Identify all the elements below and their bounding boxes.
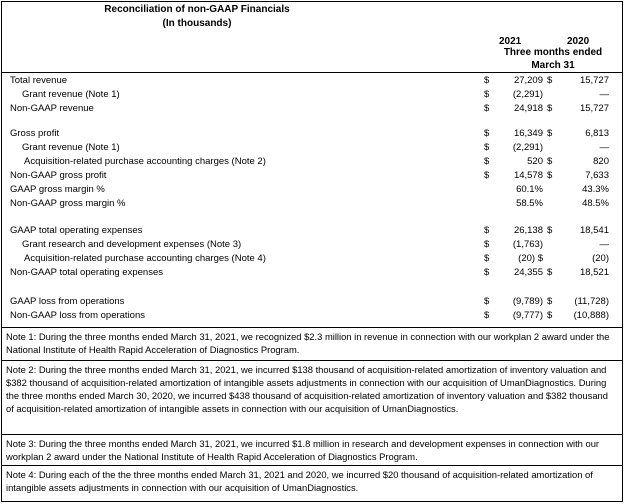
value-2020: 48.5% [582,198,609,209]
table-row [2,141,622,155]
report-title: Reconciliation of non-GAAP Financials [104,4,290,15]
table-row [2,295,622,309]
table-row [2,169,622,183]
value-2020: 15,727 [579,103,609,114]
value-2020: 15,727 [579,75,609,86]
value-2020: — [599,239,609,250]
row-label: Non-GAAP total operating expenses [10,267,163,278]
value-2021: (9,777) [512,310,543,321]
value-2020: (10,888) [573,310,609,321]
notes-divider [2,434,622,435]
currency-2021: $ [484,239,490,250]
currency-2020: $ [547,103,553,114]
currency-2021: $ [484,75,490,86]
value-2021: (20) $ [518,253,543,264]
column-header-period: Three months ended [503,47,603,58]
row-label: Non-GAAP loss from operations [10,310,145,321]
row-label: Non-GAAP gross profit [10,170,107,181]
row-label: GAAP gross margin % [10,184,105,195]
value-2020: 43.3% [582,184,609,195]
currency-2021: $ [484,142,490,153]
value-2021: 16,349 [513,128,543,139]
table-row [2,197,622,211]
row-label: GAAP total operating expenses [10,225,143,236]
financial-report [1,1,623,502]
currency-2021: $ [484,128,490,139]
value-2021: (2,291) [512,89,543,100]
table-top-divider [2,72,622,73]
column-header-2020: 2020 [567,36,590,47]
table-row [2,183,622,197]
table-row [2,309,622,323]
currency-2021: $ [484,310,490,321]
row-label: Grant revenue (Note 1) [22,89,120,100]
notes-divider [2,465,622,466]
table-row [2,88,622,102]
value-2020: 18,541 [579,225,609,236]
currency-2021: $ [484,170,490,181]
currency-2020: $ [547,267,553,278]
value-2020: — [599,142,609,153]
value-2021: 14,578 [513,170,543,181]
value-2021: 520 [527,156,543,167]
value-2020: 18,521 [579,267,609,278]
table-row [2,266,622,280]
value-2020: 7,633 [585,170,609,181]
table-row [2,127,622,141]
table-row [2,238,622,252]
table-row [2,102,622,116]
value-2021: (2,291) [512,142,543,153]
table-row [2,74,622,88]
currency-2021: $ [484,296,490,307]
value-2020: (20) [592,253,609,264]
note-2: Note 2: During the three months ended March 31, 2021, we incurred $138 thousand of acquisition-related amortization of inventory valuation and $382 thousand of acquisition-related amortization of intangible assets adjustments in connection with our acquisition of UmanDiagnostics. During the three months ended March 30, 2020, we incurred $438 thousand of acquisition-related amortization of inventory valuation and $382 thousand of acquisition-related amortization of intangible assets in connection with our acquisition of UmanDiagnostics. [6,364,608,414]
row-label: GAAP loss from operations [10,296,125,307]
value-2021: 60.1% [516,184,543,195]
currency-2020: $ [547,310,553,321]
currency-2020: $ [547,225,553,236]
currency-2021: $ [484,156,490,167]
currency-2021: $ [484,253,490,264]
row-label: Grant revenue (Note 1) [22,142,120,153]
row-label: Acquisition-related purchase accounting charges (Note 4) [24,253,266,264]
note-4: Note 4: During each of the the three months ended March 31, 2021 and 2020, we incurred $20 thousand of acquisition-related amortization of intangible assets adjustments in connection with our acquisition of UmanDiagnostics. [6,469,593,493]
table-row [2,224,622,238]
value-2020: — [599,89,609,100]
value-2021: 24,355 [513,267,543,278]
note-1: Note 1: During the three months ended March 31, 2021, we recognized $2.3 million in revenue in connection with our workplan 2 award under the National Institute of Health Rapid Acceleration of Diagnostics Program. [6,331,610,355]
currency-2021: $ [484,103,490,114]
notes-divider [2,327,622,328]
row-label: Grant research and development expenses (Note 3) [22,239,242,250]
notes-divider [2,360,622,361]
value-2021: (1,763) [512,239,543,250]
currency-2020: $ [547,75,553,86]
currency-2020: $ [547,170,553,181]
table-row [2,155,622,169]
report-subtitle: (In thousands) [162,18,232,29]
currency-2020: $ [547,156,553,167]
value-2020: (11,728) [574,296,609,307]
column-header-period-end: March 31 [531,60,575,71]
value-2021: 58.5% [516,198,543,209]
currency-2021: $ [484,267,490,278]
value-2021: (9,789) [512,296,543,307]
currency-2020: $ [547,296,553,307]
value-2021: 24,918 [513,103,543,114]
row-label: Gross profit [10,128,60,139]
row-label: Total revenue [10,75,68,86]
value-2021: 26,138 [513,225,543,236]
column-header-2021: 2021 [499,36,522,47]
note-3: Note 3: During the three months ended March 31, 2021, we incurred $1.8 million in research and development expenses in connection with our workplan 2 award under the National Institute of Health Rapid Acceleration of Diagnostics Program. [6,438,600,462]
value-2021: 27,209 [513,75,543,86]
value-2020: 6,813 [585,128,609,139]
currency-2021: $ [484,225,490,236]
table-row [2,252,622,266]
value-2020: 820 [593,156,609,167]
row-label: Non-GAAP revenue [10,103,94,114]
currency-2021: $ [484,89,490,100]
row-label: Acquisition-related purchase accounting charges (Note 2) [24,156,266,167]
row-label: Non-GAAP gross margin % [10,198,126,209]
currency-2020: $ [547,128,553,139]
